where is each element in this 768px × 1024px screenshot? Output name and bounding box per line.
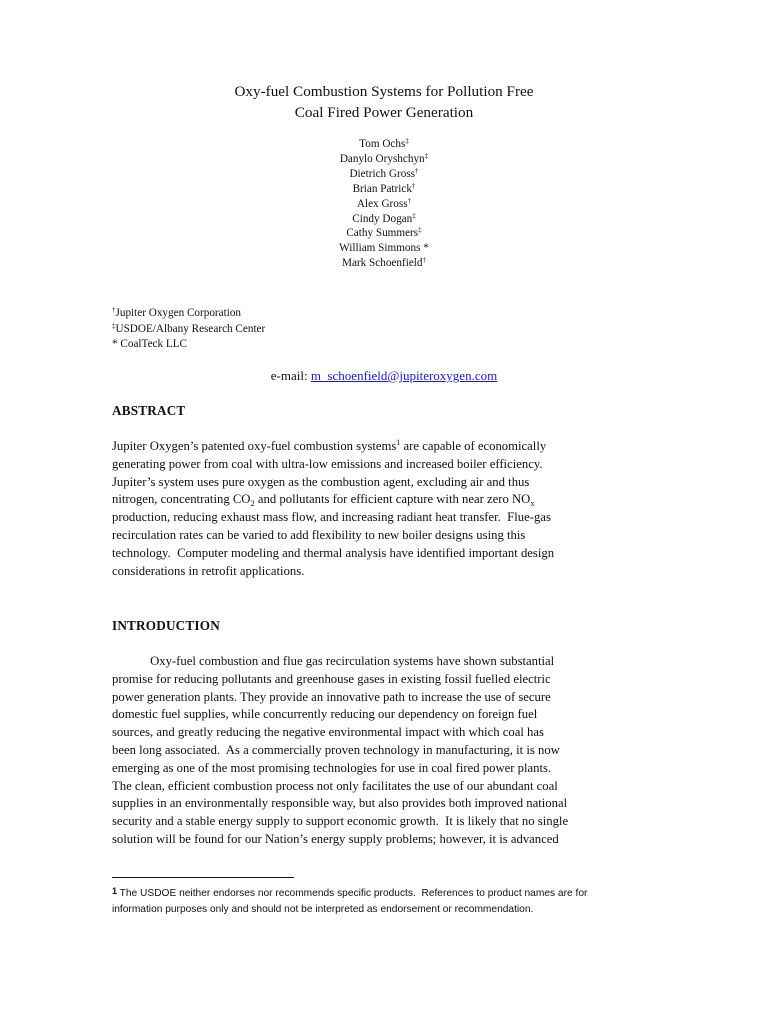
text-line: considerations in retrofit applications.: [112, 563, 305, 578]
text-line: been long associated. As a commercially proven technology in manufacturing, it is now: [112, 742, 560, 757]
text-line: power generation plants. They provide an innovative path to increase the use of secure: [112, 689, 551, 704]
introduction-heading: INTRODUCTION: [112, 618, 220, 633]
affiliation: †Jupiter Oxygen Corporation: [112, 306, 242, 319]
author: Danylo Oryshchyn‡: [339, 151, 429, 165]
author: Dietrich Gross†: [349, 166, 419, 180]
title-line-1: Oxy-fuel Combustion Systems for Pollution Free: [234, 83, 534, 100]
text-line: recirculation rates can be varied to add flexibility to new boiler designs using this: [112, 527, 526, 542]
email-label: e-mail:: [270, 368, 311, 383]
author: Mark Schoenfield†: [342, 256, 426, 270]
text-line: emerging as one of the most promising technologies for use in coal fired power plants.: [112, 760, 552, 775]
affiliation: * CoalTeck LLC: [112, 338, 188, 350]
author-list: [0, 137, 768, 271]
text-line: technology. Computer modeling and thermal analysis have identified important design: [112, 545, 555, 560]
text-line: Jupiter Oxygen’s patented oxy-fuel combustion systems$^1$ are capable of economically: [112, 438, 547, 453]
text-line: domestic fuel supplies, while concurrently reducing our dependency on foreign fuel: [112, 707, 538, 722]
affiliation: ‡USDOE/Albany Research Center: [112, 321, 266, 335]
text-line: production, reducing exhaust mass flow, and increasing radiant heat transfer. Flue-gas: [112, 510, 551, 525]
text-line: sources, and greatly reducing the negative environmental impact with which coal has: [112, 725, 544, 740]
text-line: solution will be found for our Nation’s energy supply problems; however, it is advanced: [112, 831, 559, 846]
text-line: Oxy-fuel combustion and flue gas recirculation systems have shown substantial: [112, 654, 555, 668]
text-line: generating power from coal with ultra-low emissions and increased boiler efficiency.: [112, 456, 543, 471]
footnote: [112, 884, 587, 917]
text-line: The clean, efficient combustion process not only facilitates the use of our abundant coal: [112, 778, 558, 793]
email-line: [0, 367, 768, 385]
author: William Simmons *: [339, 242, 429, 255]
author: Tom Ochs‡: [359, 137, 409, 150]
email-link[interactable]: m_schoenfield@jupiteroxygen.com: [310, 368, 498, 383]
author: Cindy Dogan‡: [352, 211, 416, 225]
footnote-line: 1 The USDOE neither endorses nor recommends specific products. References to product names are for: [112, 886, 588, 899]
author: Alex Gross†: [356, 196, 412, 210]
footnote-line: information purposes only and should not be interpreted as endorsement or recommendation.: [112, 903, 534, 915]
footnote-divider: [112, 877, 294, 878]
introduction-text: [112, 653, 632, 849]
text-line: Jupiter’s system uses pure oxygen as the combustion agent, excluding air and thus: [112, 474, 530, 489]
author: Brian Patrick†: [352, 181, 416, 195]
affiliations: [112, 306, 265, 353]
abstract-heading: ABSTRACT: [112, 403, 186, 418]
author: Cathy Summers‡: [346, 226, 422, 240]
abstract-text: [112, 438, 632, 580]
text-line: promise for reducing pollutants and greenhouse gases in existing fossil fuelled electric: [112, 671, 551, 686]
text-line: nitrogen, concentrating $CO_2$ and pollutants for efficient capture with near zero $NO_x$: [112, 492, 535, 509]
text-line: security and a stable energy supply to support economic growth. It is likely that no single: [112, 814, 569, 829]
footnote-mark: 1: [112, 886, 118, 896]
title-line-2: Coal Fired Power Generation: [294, 104, 474, 121]
text-line: supplies in an environmentally responsible way, but also provides both improved national: [112, 796, 568, 811]
